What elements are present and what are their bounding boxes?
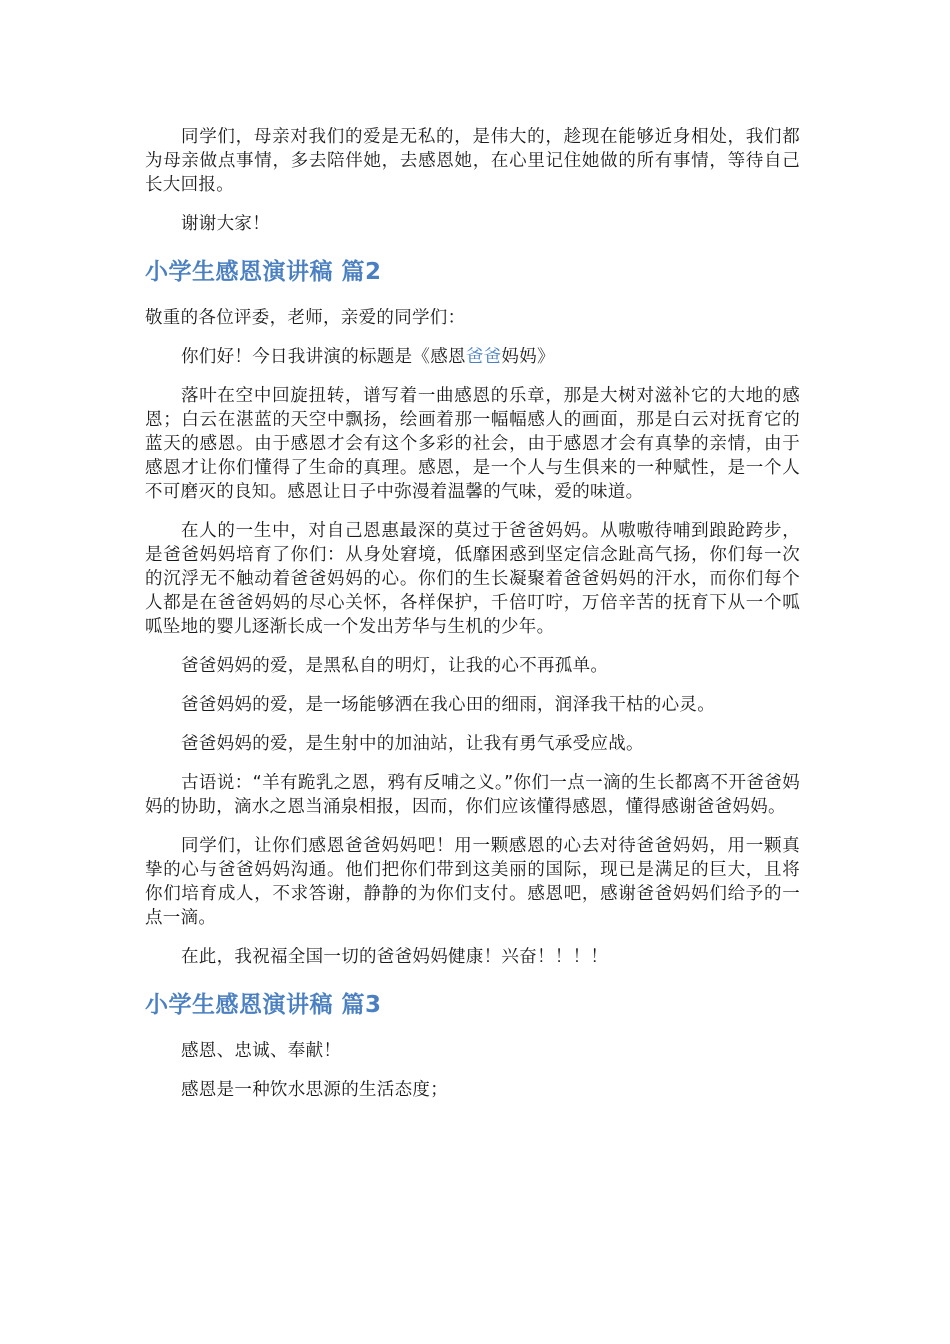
section-heading: 小学生感恩演讲稿 篇3 (145, 992, 382, 1018)
paragraph: 在此，我祝福全国一切的爸爸妈妈健康！兴奋！！！！ (181, 947, 609, 967)
intro-text: 你们好！今日我讲演的标题是《感恩 (181, 347, 466, 367)
paragraph: 爸爸妈妈的爱，是黑私自的明灯，让我的心不再孤单。 (181, 656, 609, 676)
paragraph: 爸爸妈妈的爱，是生射中的加油站，让我有勇气承受应战。 (181, 734, 644, 754)
highlight-link[interactable]: 爸爸 (465, 347, 502, 367)
salutation: 敬重的各位评委，老师，亲爱的同学们： (145, 308, 466, 328)
intro-paragraph (145, 345, 800, 369)
intro-text-end: 妈妈》 (501, 347, 555, 367)
paragraph: 感恩、忠诚、奉献！ (181, 1041, 342, 1061)
paragraph: 在人的一生中，对自己恩惠最深的莫过于爸爸妈妈。从嗷嗷待哺到踉跄跨步，是爸爸妈妈培育了你们：从身处窘境，低靡困惑到坚定信念趾高气扬，你们每一次的沉浮无不触动着爸爸妈妈的心。你们的生长凝聚着爸爸妈妈的汗水，而你们每个人都是在爸爸妈妈的尽心关怀，各样保护，千倍叮咛，万倍辛苦的抚育下从一个呱呱坠地的婴儿逐渐长成一个发出芳华与生机的少年。 (145, 521, 800, 637)
paragraph: 落叶在空中回旋扭转，谱写着一曲感恩的乐章，那是大树对滋补它的大地的感恩；白云在湛蓝的天空中飘扬，绘画着那一幅幅感人的画面，那是白云对抚育它的蓝天的感恩。由于感恩才会有这个多彩的社会，由于感恩才会有真挚的亲情，由于感恩才让你们懂得了生命的真理。感恩，是一个人与生俱来的一种赋性，是一个人不可磨灭的良知。感恩让日子中弥漫着温馨的气味，爱的味道。 (145, 386, 800, 502)
paragraph: 古语说：“羊有跪乳之恩，鸦有反哺之义。”你们一点一滴的生长都离不开爸爸妈妈的协助，滴水之恩当涌泉相报，因而，你们应该懂得感恩，懂得感谢爸爸妈妈。 (145, 773, 800, 817)
paragraph: 谢谢大家！ (181, 214, 270, 234)
paragraph: 同学们，母亲对我们的爱是无私的，是伟大的，趁现在能够近身相处，我们都为母亲做点事情，多去陪伴她，去感恩她，在心里记住她做的所有事情，等待自己长大回报。 (145, 127, 800, 195)
paragraph: 爸爸妈妈的爱，是一场能够洒在我心田的细雨，润泽我干枯的心灵。 (181, 695, 715, 715)
paragraph: 同学们，让你们感恩爸爸妈妈吧！用一颗感恩的心去对待爸爸妈妈，用一颗真挚的心与爸爸妈妈沟通。他们把你们带到这美丽的国际，现已是满足的巨大，且将你们培育成人，不求答谢，静静的为你们支付。感恩吧，感谢爸爸妈妈们给予的一点一滴。 (145, 836, 800, 928)
section-heading: 小学生感恩演讲稿 篇2 (145, 259, 382, 285)
paragraph: 感恩是一种饮水思源的生活态度； (181, 1080, 448, 1100)
